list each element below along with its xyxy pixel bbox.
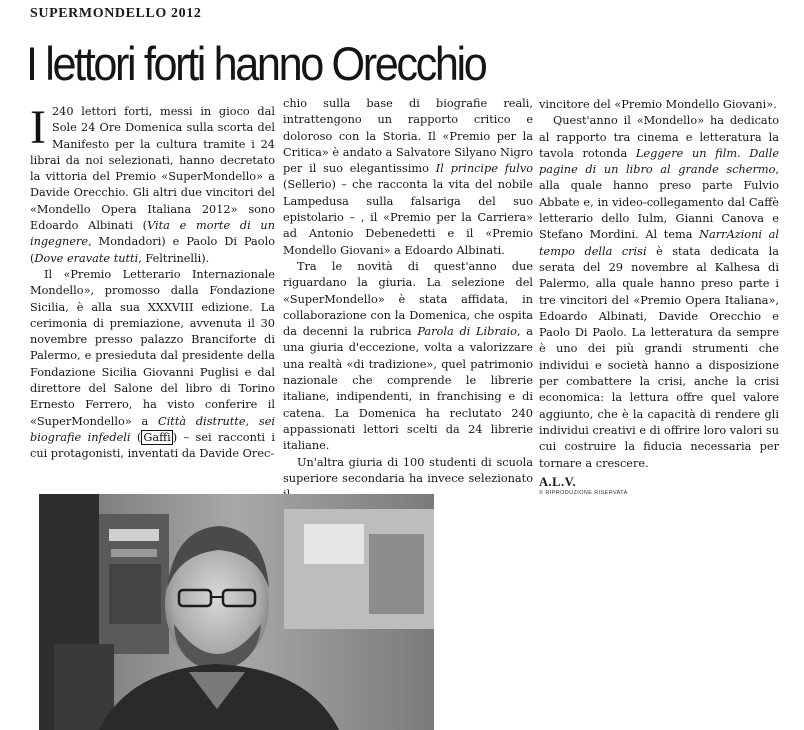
event-subtitle: Dalle pagine di un libro al grande schermo: [539, 146, 780, 177]
article-column-3: [539, 97, 779, 497]
column1-paragraph-1: I 240 lettori forti, messi in gioco dal Sole 24 Ore Domenica sulla scorta del Manifesto per la cultura tramite i 24 librai da noi selezionati, hanno decretato la vittoria del Premio «SuperMondello» a Davide Orecchio. Gli altri due vincitori del «Mondello Opera Italiana 2012» sono Edoardo Albinati (Vita e morte di un ingegnere, Mondadori) e Paolo Di Paolo (Dove eravate tutti, Feltrinelli).: [30, 101, 275, 265]
column2-paragraph-1: chio sulla base di biografie reali, intrattengono un rapporto critico e doloroso con la Storia. Il «Premio per la Critica» è andato a Salvatore Silyano Nigro per il suo elegantissimo Il principe fulvo (Sellerio) – che racconta la vita del nobile Lampedusa sulla falsariga del suo epistolario – , il «Premio per la Carriera» ad Antonio Debenedetti e il «Premio Mondello Giovani» a Edoardo Albinati.: [283, 97, 533, 257]
article-headline: I lettori forti hanno Orecchio: [26, 37, 486, 90]
section-kicker: SUPERMONDELLO 2012: [30, 6, 202, 21]
photo-illustration: [39, 494, 434, 730]
publisher-highlight: Gaffi: [143, 430, 171, 444]
article-column-2: [283, 96, 533, 503]
column3-paragraph-2: Quest'anno il «Mondello» ha dedicato al rapporto tra cinema e letteratura la tavola rotonda Leggere un film. Dalle pagine di un libro al grande schermo, alla quale hanno preso parte Fulvio Abbate e, in video-collegamento dal Caffè letterario dello Iulm, Gianni Canova e Stefano Mordini. Al tema NarrAzioni al tempo della crisi è stata dedicata la serata del 29 novembre al Kalhesa di Palermo, alla quale hanno preso parte i tre vincitori del «Premio Opera Italiana», Edoardo Albinati, Davide Orecchio e Paolo Di Paolo. La letteratura da sempre è uno dei più grandi strumenti che individui e società hanno a disposizione per combattere la crisi, anche la crisi economica: la lettura offre quel valore aggiunto, che è la capacità di rendere gli individui creativi e di offrire loro valori su cui costruire la fiducia necessaria per tornare a crescere.: [539, 114, 780, 470]
event-title: Leggere un film: [635, 146, 738, 160]
author-signature: A.L.V.: [539, 474, 577, 489]
column2-paragraph-2: Tra le novità di quest'anno due riguardano la giuria. La selezione del «SuperMondello» è stata affidata, in collaborazione con la Domenica, che ospita da decenni la rubrica Parola di Libraio, a una giuria d'eccezione, volta a valorizzare una realtà «di tradizione», quel patrimonio nazionale che comprende le librerie italiane, indipendenti, in franchising e di catena. La Domenica ha reclutato 240 appassionati lettori scelti da 24 librerie italiane.: [283, 259, 533, 453]
drop-cap: I: [30, 101, 46, 154]
book-title: Città distrutte, sei biografie infedeli: [30, 414, 275, 444]
book-title: Dove eravate tutti: [34, 251, 139, 265]
article-column-1: [30, 101, 275, 463]
copyright-note: © RIPRODUZIONE RISERVATA: [539, 489, 628, 496]
rubric-title: Parola di Libraio: [417, 325, 517, 339]
column3-paragraph-1: vincitore del «Premio Mondello Giovani».: [539, 98, 777, 111]
column2-paragraph-3: Un'altra giuria di 100 studenti di scuola superiore secondaria ha invece selezionato: [283, 455, 533, 485]
book-title: Il principe fulvo: [435, 162, 533, 176]
column1-paragraph-2: Il «Premio Letterario Internazionale Mondello», promosso dalla Fondazione Sicilia, è alla sua XXXVIII edizione. La cerimonia di premiazione, avvenuta il 30 novembre presso palazzo Branciforte di Palermo, e presieduta dal presidente della Fondazione Sicilia Giovanni Puglisi e dal direttore del Salone del libro di Torino Ernesto Ferrero, ha visto conferire il «SuperMondello» a Città distrutte, sei biografie infedeli ( Gaffi ) – sei racconti i cui protagonisti, inventati da Davide Orec-: [30, 267, 275, 461]
event-theme: NarrAzioni al tempo della crisi: [539, 228, 780, 258]
portrait-photo: [39, 494, 434, 730]
book-title: Vita e morte di un ingegnere: [30, 219, 275, 249]
